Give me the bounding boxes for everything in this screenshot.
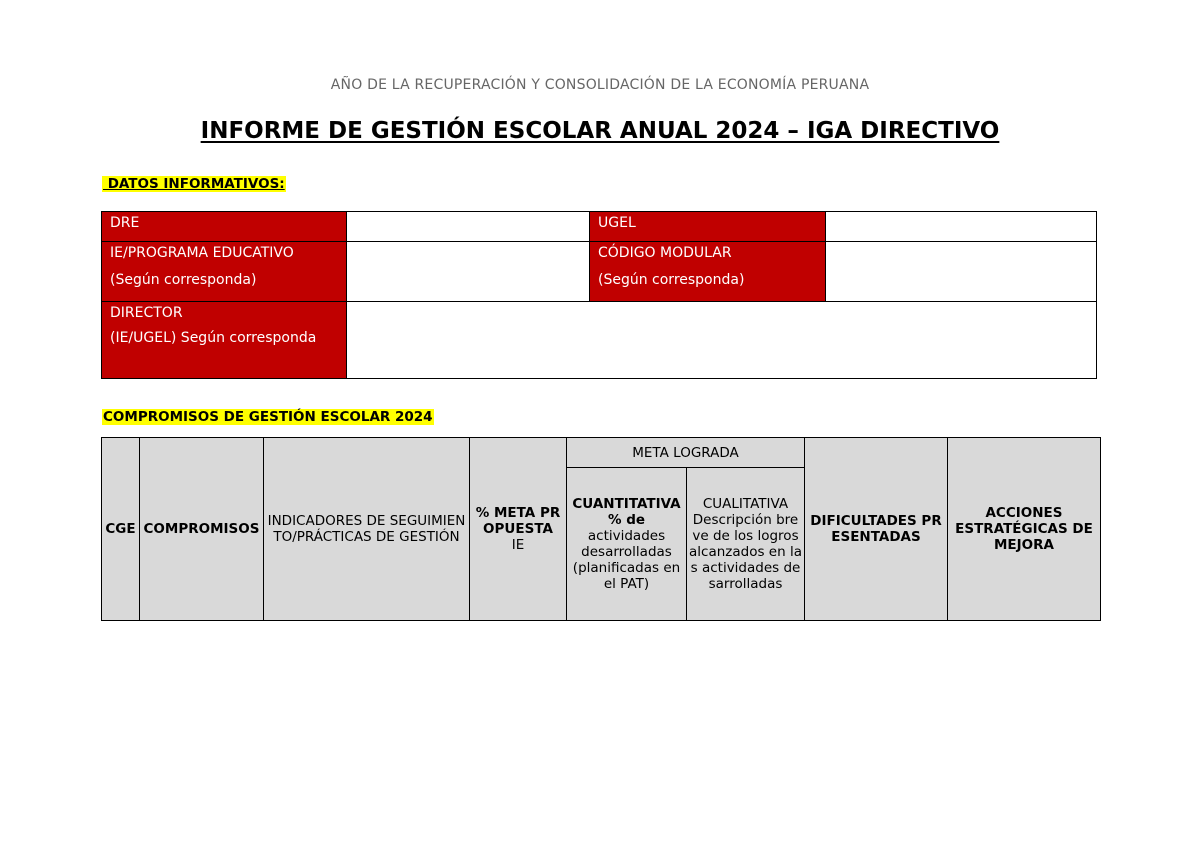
header-meta-propuesta-ie: IE xyxy=(511,537,525,553)
codigo-modular-note: (Según corresponda) xyxy=(598,272,745,288)
ie-programa-field[interactable] xyxy=(347,242,590,302)
header-cuantitativa-pct: % de xyxy=(607,512,646,528)
codigo-modular-field[interactable] xyxy=(826,242,1097,302)
year-motto: AÑO DE LA RECUPERACIÓN Y CONSOLIDACIÓN DE LA ECONOMÍA PERUANA xyxy=(330,77,870,93)
datos-informativos-label: DATOS INFORMATIVOS: xyxy=(103,176,285,192)
director-note: (IE/UGEL) Según corresponda xyxy=(110,330,317,346)
header-cge: CGE xyxy=(102,438,140,621)
ie-programa-note: (Según corresponda) xyxy=(110,272,257,288)
header-cualitativa: CUALITATIVA Descripción breve de los logros alcanzados en las actividades desarrolladas xyxy=(687,468,805,621)
ugel-field[interactable] xyxy=(826,212,1097,242)
ie-programa-label: IE/PROGRAMA EDUCATIVO (Según corresponda) xyxy=(102,242,347,302)
dre-label: DRE xyxy=(102,212,347,242)
header-meta-propuesta: % META PROPUESTA IE xyxy=(470,438,567,621)
page-title: INFORME DE GESTIÓN ESCOLAR ANUAL 2024 – IGA DIRECTIVO xyxy=(200,118,1000,144)
header-cualitativa-desc: Descripción breve de los logros alcanzados en las actividades desarrolladas xyxy=(689,512,802,592)
ugel-label: UGEL xyxy=(590,212,826,242)
compromisos-table xyxy=(101,437,1101,621)
header-compromisos: COMPROMISOS xyxy=(140,438,264,621)
codigo-modular-label: CÓDIGO MODULAR (Según corresponda) xyxy=(590,242,826,302)
header-dificultades: DIFICULTADES PRESENTADAS xyxy=(805,438,948,621)
header-cuantitativa-desc: actividades desarrolladas (planificadas en el PAT) xyxy=(572,528,681,592)
header-indicadores: INDICADORES DE SEGUIMIENTO/PRÁCTICAS DE GESTIÓN xyxy=(264,438,470,621)
director-field[interactable] xyxy=(347,302,1097,379)
header-meta-lograda: META LOGRADA xyxy=(567,438,805,468)
datos-informativos-table xyxy=(101,211,1097,379)
header-acciones: ACCIONES ESTRATÉGICAS DE MEJORA xyxy=(948,438,1101,621)
director-label: DIRECTOR (IE/UGEL) Según corresponda xyxy=(102,302,347,379)
compromisos-label: COMPROMISOS DE GESTIÓN ESCOLAR 2024 xyxy=(103,409,433,425)
header-cuantitativa: CUANTITATIVA % de actividades desarrolladas (planificadas en el PAT) xyxy=(567,468,687,621)
dre-field[interactable] xyxy=(347,212,590,242)
